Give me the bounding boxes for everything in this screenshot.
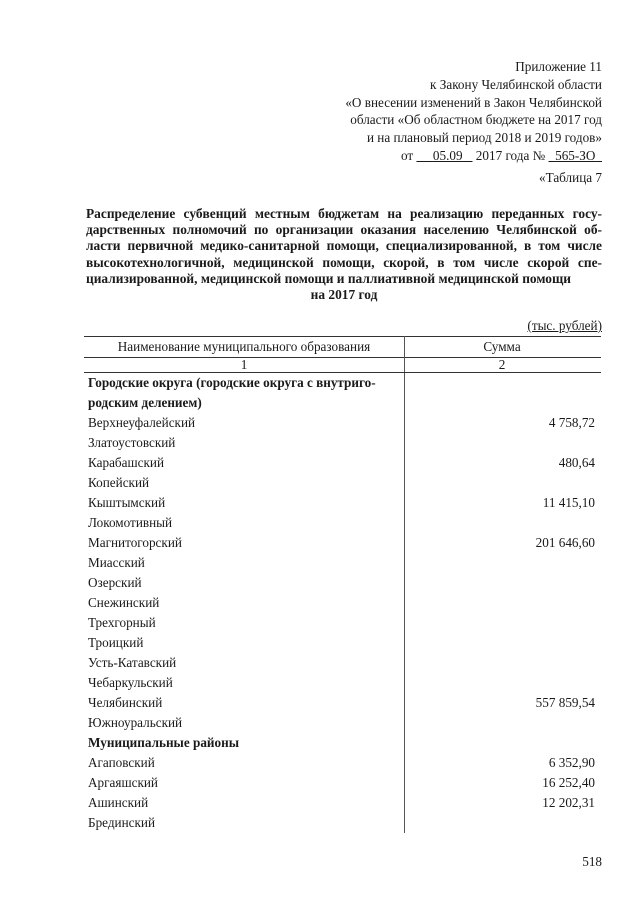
appendix-from: от [400, 147, 414, 163]
subsidy-amount [405, 633, 602, 653]
subsidy-amount [405, 473, 602, 493]
subsidy-amount [405, 593, 602, 613]
subsidy-amount [405, 813, 602, 833]
column-number-2: 2 [405, 358, 602, 373]
header-municipality: Наименование муниципального образования [84, 337, 405, 358]
table-row [84, 713, 601, 733]
municipality-name: Троицкий [84, 633, 405, 653]
municipality-name: Аргаяшский [84, 773, 405, 793]
table-row [84, 473, 601, 493]
table-row [84, 593, 601, 613]
municipality-name: Миасский [84, 553, 405, 573]
table-row [84, 453, 601, 473]
municipality-name: Челябинский [84, 693, 405, 713]
appendix-line-5: и на плановый период 2018 и 2019 годов» [366, 130, 602, 146]
municipality-name: Агаповский [84, 753, 405, 773]
table-row [84, 813, 601, 833]
table-row [84, 673, 601, 693]
municipality-name: Брединский [84, 813, 405, 833]
section-amount [405, 373, 602, 414]
municipality-name: Чебаркульский [84, 673, 405, 693]
table-row [84, 613, 601, 633]
table-row [84, 773, 601, 793]
subsidy-amount [405, 573, 602, 593]
subsidy-amount: 12 202,31 [542, 795, 595, 810]
table-row [84, 653, 601, 673]
column-number-row [84, 358, 601, 373]
subsidy-amount [405, 653, 602, 673]
table-row [84, 553, 601, 573]
municipality-name: Озерский [84, 573, 405, 593]
section-row [84, 733, 601, 753]
municipality-name: Усть-Катавский [84, 653, 405, 673]
appendix-date-line [345, 147, 602, 165]
title-last-line: на 2017 год [310, 287, 378, 303]
section-title: Муниципальные районы [84, 733, 405, 753]
municipality-name: Верхнеуфалейский [84, 413, 405, 433]
subsidy-amount: 480,64 [558, 455, 595, 470]
table-label: «Таблица 7 [539, 170, 602, 185]
municipality-name: Кыштымский [84, 493, 405, 513]
appendix-line-1: Приложение 11 [515, 59, 602, 74]
page-number: 518 [582, 854, 602, 869]
municipality-name: Снежинский [84, 593, 405, 613]
table-row [84, 433, 601, 453]
municipality-name: Южноуральский [84, 713, 405, 733]
subsidy-amount [405, 613, 602, 633]
subsidy-amount: 4 758,72 [548, 415, 595, 430]
table-row [84, 693, 601, 713]
subsidy-amount [405, 433, 602, 453]
appendix-line-2: к Закону Челябинской области [430, 76, 602, 92]
municipality-name: Карабашский [84, 453, 405, 473]
subsidy-amount [405, 713, 602, 733]
municipality-name: Ашинский [84, 793, 405, 813]
table-row [84, 793, 601, 813]
subsidy-amount: 6 352,90 [548, 755, 595, 770]
section-title: Городские округа (городские округа с внутриго-родским делением) [84, 373, 405, 414]
subsidy-amount [405, 513, 602, 533]
table-row [84, 573, 601, 593]
table-row [84, 753, 601, 773]
appendix-line-3: «О внесении изменений в Закон Челябинской [345, 94, 602, 110]
title-main: Распределение субвенций местным бюджетам на реализацию переданных госу-дарственных полномочий по организации оказания населению Челябинской об-ласти первичной медико-санитарной помощи, специализированной, в том числе высокотехнологичной, медицинской помощи, скорой, в том числе скорой спе-циализированной, медицинской помощи и паллиативной медицинской помощи [86, 206, 602, 286]
section-amount [405, 733, 602, 753]
table-row [84, 533, 601, 553]
table-body [84, 358, 601, 834]
header-amount: Сумма [405, 337, 602, 358]
subsidy-amount: 557 859,54 [535, 695, 595, 710]
municipality-name: Локомотивный [84, 513, 405, 533]
section-row [84, 373, 601, 414]
municipality-name: Копейский [84, 473, 405, 493]
municipality-name: Магнитогорский [84, 533, 405, 553]
table-row [84, 493, 601, 513]
appendix-line-4: области «Об областном бюджете на 2017 год [350, 112, 602, 128]
table-header-row [84, 337, 601, 358]
table-row [84, 513, 601, 533]
table-row [84, 633, 601, 653]
municipality-name: Трехгорный [84, 613, 405, 633]
subsidy-table [84, 336, 601, 833]
subsidy-amount [405, 553, 602, 573]
table-row [84, 413, 601, 433]
appendix-number: 565-ЗО [555, 147, 596, 163]
subsidy-amount: 16 252,40 [542, 775, 595, 790]
units-label: (тыс. рублей) [527, 318, 602, 333]
municipality-name: Златоустовский [84, 433, 405, 453]
appendix-year-label: 2017 года № [475, 147, 546, 163]
appendix-header [345, 58, 602, 165]
document-title [86, 206, 602, 303]
appendix-date: 05.09 [432, 147, 463, 163]
subsidy-amount [405, 673, 602, 693]
subsidy-amount: 11 415,10 [542, 495, 595, 510]
column-number-1: 1 [84, 358, 405, 373]
subsidy-amount: 201 646,60 [535, 535, 595, 550]
